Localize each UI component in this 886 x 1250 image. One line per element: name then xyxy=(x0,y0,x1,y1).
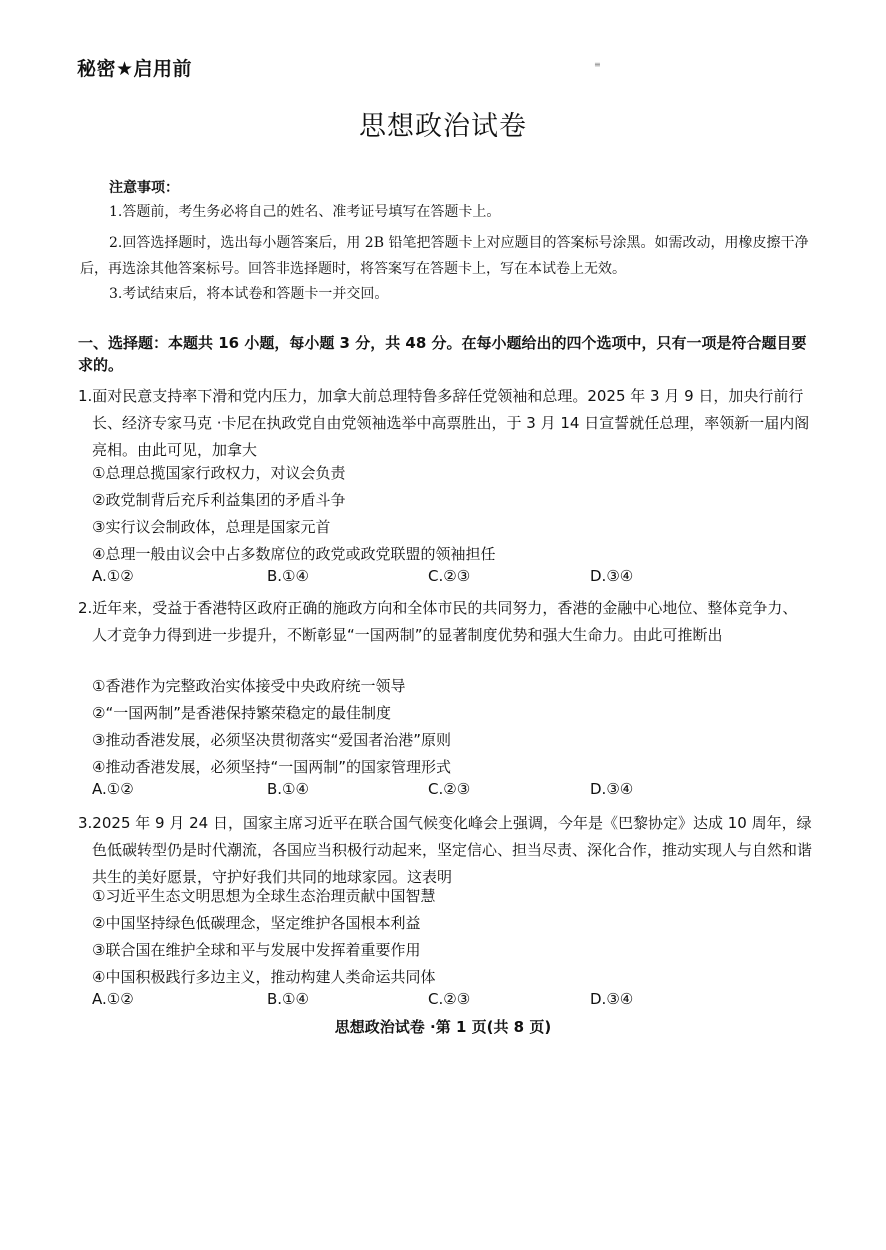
choice-b: B.①④ xyxy=(267,990,309,1008)
question-2-choices xyxy=(92,780,792,804)
option-item: ③推动香港发展，必须坚决贯彻落实“爱国者治港”原则 xyxy=(92,731,451,749)
choice-d: D.③④ xyxy=(590,780,634,798)
question-3-options xyxy=(92,883,435,991)
choice-c: C.②③ xyxy=(428,780,471,798)
option-item: ②政党制背后充斥利益集团的矛盾斗争 xyxy=(92,491,346,509)
choice-a: A.①② xyxy=(92,567,134,585)
choice-b: B.①④ xyxy=(267,780,309,798)
confidential-label: 秘密★启用前 xyxy=(77,58,193,80)
notice-item-1: 1.答题前，考生务必将自己的姓名、准考证号填写在答题卡上。 xyxy=(109,204,501,220)
notice-item-3: 3.考试结束后，将本试卷和答题卡一并交回。 xyxy=(109,286,389,302)
option-item: ①习近平生态文明思想为全球生态治理贡献中国智慧 xyxy=(92,887,436,905)
question-2-options xyxy=(92,673,451,781)
option-item: ①总理总揽国家行政权力，对议会负责 xyxy=(92,464,346,482)
choice-c: C.②③ xyxy=(428,567,471,585)
option-item: ④中国积极践行多边主义，推动构建人类命运共同体 xyxy=(92,968,436,986)
notice-item-2: 2.回答选择题时，选出每小题答案后，用 2B 铅笔把答题卡上对应题目的答案标号涂黑。如需改动，用橡皮擦干净后，再选涂其他答案标号。回答非选择题时，将答案写在答题卡上，写在本试卷上无效。 xyxy=(80,235,809,277)
choice-d: D.③④ xyxy=(590,990,634,1008)
question-stem-text: 2.近年来，受益于香港特区政府正确的施政方向和全体市民的共同努力，香港的金融中心地位、整体竞争力、人才竞争力得到进一步提升，不断彰显“一国两制”的显著制度优势和强大生命力。由此可推断出 xyxy=(78,599,798,644)
page-footer: 思想政治试卷 ·第 1 页(共 8 页) xyxy=(334,1018,552,1036)
corner-mark: ≡ xyxy=(594,60,601,69)
option-item: ②“一国两制”是香港保持繁荣稳定的最佳制度 xyxy=(92,704,391,722)
question-stem-text: 1.面对民意支持率下滑和党内压力，加拿大前总理特鲁多辞任党领袖和总理。2025 年 3 月 9 日，加央行前行长、经济专家马克 ·卡尼在执政党自由党领袖选举中高票胜出，于 3 月 14 日宣誓就任总理，率领新一届内阁亮相。由此可见，加拿大 xyxy=(78,387,810,459)
question-2-stem xyxy=(78,595,812,649)
question-1-options xyxy=(92,460,495,568)
question-3-stem xyxy=(78,810,812,891)
question-stem-text: 3.2025 年 9 月 24 日，国家主席习近平在联合国气候变化峰会上强调，今年是《巴黎协定》达成 10 周年，绿色低碳转型仍是时代潮流，各国应当积极行动起来，坚定信心、担当尽责、深化合作，推动实现人与自然和谐共生的美好愿景，守护好我们共同的地球家园。这表明 xyxy=(78,814,813,886)
option-item: ④总理一般由议会中占多数席位的政党或政党联盟的领袖担任 xyxy=(92,545,496,563)
choice-c: C.②③ xyxy=(428,990,471,1008)
choice-a: A.①② xyxy=(92,780,134,798)
choice-b: B.①④ xyxy=(267,567,309,585)
question-1-stem xyxy=(78,383,812,464)
notice-heading: 注意事项： xyxy=(109,180,179,196)
page-title: 思想政治试卷 xyxy=(359,111,527,142)
choice-d: D.③④ xyxy=(590,567,634,585)
option-item: ③实行议会制政体，总理是国家元首 xyxy=(92,518,331,536)
option-item: ③联合国在维护全球和平与发展中发挥着重要作用 xyxy=(92,941,421,959)
choice-a: A.①② xyxy=(92,990,134,1008)
section-heading: 一、选择题：本题共 16 小题，每小题 3 分，共 48 分。在每小题给出的四个选项中，只有一项是符合题目要求的。 xyxy=(78,334,807,374)
question-1-choices xyxy=(92,567,792,591)
option-item: ②中国坚持绿色低碳理念，坚定维护各国根本利益 xyxy=(92,914,421,932)
option-item: ①香港作为完整政治实体接受中央政府统一领导 xyxy=(92,677,406,695)
question-3-choices xyxy=(92,990,792,1014)
option-item: ④推动香港发展，必须坚持“一国两制”的国家管理形式 xyxy=(92,758,451,776)
